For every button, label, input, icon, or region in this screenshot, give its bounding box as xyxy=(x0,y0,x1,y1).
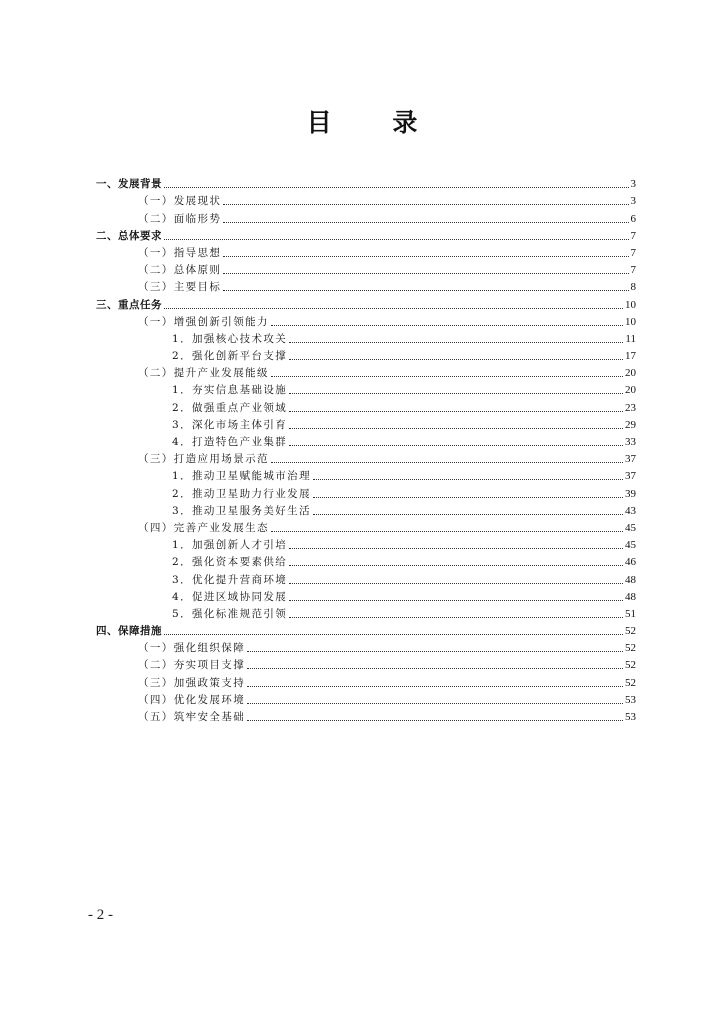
toc-entry-title: 3．深化市场主体引育 xyxy=(172,418,288,431)
toc-entry-title: （二）夯实项目支撑 xyxy=(138,659,246,672)
toc-entry-page: 52 xyxy=(625,625,636,638)
toc-entry[interactable] xyxy=(96,243,636,260)
toc-entry-title: （四）完善产业发展生态 xyxy=(138,521,269,534)
toc-dot-leader xyxy=(289,547,623,549)
toc-entry[interactable] xyxy=(96,380,636,397)
toc-entry-title: （五）筑牢安全基础 xyxy=(138,711,246,723)
page-number: - 2 - xyxy=(88,907,113,923)
toc-entry[interactable] xyxy=(96,483,636,500)
toc-entry[interactable] xyxy=(96,672,636,689)
toc-entry-page: 45 xyxy=(625,521,636,534)
toc-entry-page: 20 xyxy=(625,384,636,397)
toc-entry[interactable] xyxy=(96,226,636,243)
toc-entry[interactable] xyxy=(96,312,636,329)
toc-entry-title: 二、总体要求 xyxy=(96,229,162,242)
toc-entry[interactable] xyxy=(96,432,636,449)
toc-entry-page: 37 xyxy=(625,453,636,466)
toc-entry-page: 7 xyxy=(630,229,636,242)
toc-entry-title: 3．优化提升营商环境 xyxy=(172,573,288,586)
toc-dot-leader xyxy=(223,203,628,205)
toc-entry-title: 2．强化创新平台支撑 xyxy=(172,350,288,363)
toc-dot-leader xyxy=(313,478,623,480)
toc-dot-leader xyxy=(247,667,623,669)
toc-dot-leader xyxy=(223,289,628,291)
toc-dot-leader xyxy=(247,719,623,721)
toc-dot-leader xyxy=(247,650,623,652)
toc-entry[interactable] xyxy=(96,449,636,466)
toc-entry[interactable] xyxy=(96,174,636,191)
toc-dot-leader xyxy=(223,221,628,223)
toc-dot-leader xyxy=(313,496,623,498)
toc-entry-page: 53 xyxy=(625,711,636,723)
toc-dot-leader xyxy=(271,530,623,532)
toc-entry-title: 1．夯实信息基础设施 xyxy=(172,384,288,397)
toc-entry[interactable] xyxy=(96,535,636,552)
toc-dot-leader xyxy=(289,358,623,360)
table-of-contents xyxy=(96,174,636,724)
toc-entry-title: 1．加强创新人才引培 xyxy=(172,539,288,552)
toc-entry-title: （二）面临形势 xyxy=(138,212,222,225)
toc-entry[interactable] xyxy=(96,552,636,569)
toc-entry-page: 43 xyxy=(625,504,636,517)
toc-entry-page: 53 xyxy=(625,693,636,706)
toc-entry-page: 52 xyxy=(625,659,636,672)
toc-entry-title: 1．推动卫星赋能城市治理 xyxy=(172,470,311,483)
toc-entry-page: 45 xyxy=(625,539,636,552)
toc-entry-page: 3 xyxy=(630,178,636,191)
toc-entry[interactable] xyxy=(96,191,636,208)
toc-entry-page: 10 xyxy=(625,298,636,311)
toc-dot-leader xyxy=(164,633,623,635)
toc-entry-title: （一）发展现状 xyxy=(138,195,222,208)
toc-dot-leader xyxy=(289,444,623,446)
toc-entry[interactable] xyxy=(96,690,636,707)
toc-entry[interactable] xyxy=(96,260,636,277)
toc-entry-page: 29 xyxy=(625,418,636,431)
toc-entry-page: 8 xyxy=(630,281,636,294)
toc-entry-title: 5．强化标准规范引领 xyxy=(172,607,288,620)
toc-entry-page: 52 xyxy=(625,676,636,689)
toc-entry-page: 10 xyxy=(625,315,636,328)
toc-entry[interactable] xyxy=(96,346,636,363)
toc-entry[interactable] xyxy=(96,397,636,414)
toc-entry-title: 4．促进区域协同发展 xyxy=(172,590,288,603)
toc-entry-page: 46 xyxy=(625,556,636,569)
toc-entry[interactable] xyxy=(96,518,636,535)
toc-dot-leader xyxy=(289,410,623,412)
toc-entry-title: （三）加强政策支持 xyxy=(138,676,246,689)
toc-entry-page: 39 xyxy=(625,487,636,500)
toc-entry-page: 51 xyxy=(625,607,636,620)
toc-dot-leader xyxy=(247,685,623,687)
toc-dot-leader xyxy=(223,272,628,274)
toc-dot-leader xyxy=(289,582,623,584)
toc-entry[interactable] xyxy=(96,604,636,621)
toc-entry-title: 3．推动卫星服务美好生活 xyxy=(172,504,311,517)
toc-dot-leader xyxy=(164,238,629,240)
toc-entry-page: 48 xyxy=(625,573,636,586)
toc-dot-leader xyxy=(289,427,623,429)
toc-dot-leader xyxy=(289,392,623,394)
toc-entry-page: 20 xyxy=(625,367,636,380)
toc-entry[interactable] xyxy=(96,294,636,311)
toc-entry-title: 四、保障措施 xyxy=(96,625,162,638)
toc-entry[interactable] xyxy=(96,466,636,483)
toc-entry-title: （一）指导思想 xyxy=(138,246,222,259)
toc-entry-title: （四）优化发展环境 xyxy=(138,693,246,706)
toc-entry[interactable] xyxy=(96,638,636,655)
toc-dot-leader xyxy=(289,599,623,601)
toc-entry-page: 17 xyxy=(625,350,636,363)
toc-entry[interactable] xyxy=(96,501,636,518)
toc-entry[interactable] xyxy=(96,707,636,724)
toc-entry-page: 48 xyxy=(625,590,636,603)
toc-entry-page: 3 xyxy=(630,195,636,208)
toc-entry-title: （三）打造应用场景示范 xyxy=(138,453,269,466)
toc-entry-title: （三）主要目标 xyxy=(138,281,222,294)
toc-entry-title: 三、重点任务 xyxy=(96,298,162,311)
toc-entry-page: 33 xyxy=(625,436,636,448)
toc-dot-leader xyxy=(313,513,623,515)
toc-entry-title: （二）总体原则 xyxy=(138,264,222,277)
toc-entry-title: （一）强化组织保障 xyxy=(138,642,246,655)
toc-entry-page: 23 xyxy=(625,401,636,414)
toc-entry[interactable] xyxy=(96,569,636,586)
toc-entry-title: （二）提升产业发展能级 xyxy=(138,367,269,380)
toc-entry-title: 2．强化资本要素供给 xyxy=(172,556,288,569)
toc-dot-leader xyxy=(289,564,623,566)
toc-dot-leader xyxy=(271,461,623,463)
toc-entry-page: 11 xyxy=(625,332,636,345)
toc-entry[interactable] xyxy=(96,621,636,638)
toc-entry-title: 2．做强重点产业领域 xyxy=(172,401,288,414)
toc-entry-page: 7 xyxy=(630,246,636,259)
toc-dot-leader xyxy=(164,186,629,188)
toc-entry-title: 1．加强核心技术攻关 xyxy=(172,332,288,345)
toc-entry[interactable] xyxy=(96,655,636,672)
toc-entry[interactable] xyxy=(96,208,636,225)
toc-dot-leader xyxy=(223,255,628,257)
toc-entry[interactable] xyxy=(96,415,636,432)
toc-entry-page: 7 xyxy=(630,264,636,277)
toc-dot-leader xyxy=(247,702,623,704)
toc-entry[interactable] xyxy=(96,587,636,604)
toc-dot-leader xyxy=(271,324,623,326)
toc-entry-page: 52 xyxy=(625,642,636,655)
toc-entry-title: 4．打造特色产业集群 xyxy=(172,436,288,448)
toc-entry[interactable] xyxy=(96,363,636,380)
toc-entry-title: （一）增强创新引领能力 xyxy=(138,315,269,328)
toc-entry-title: 2．推动卫星助力行业发展 xyxy=(172,487,311,500)
toc-dot-leader xyxy=(289,341,623,343)
toc-entry-page: 37 xyxy=(625,470,636,483)
toc-entry-page: 6 xyxy=(630,212,636,225)
toc-entry[interactable] xyxy=(96,329,636,346)
toc-dot-leader xyxy=(271,375,623,377)
toc-dot-leader xyxy=(289,616,623,618)
toc-entry-title: 一、发展背景 xyxy=(96,178,162,191)
toc-entry[interactable] xyxy=(96,277,636,294)
page-title: 目 录 xyxy=(306,108,444,137)
toc-dot-leader xyxy=(164,307,623,309)
